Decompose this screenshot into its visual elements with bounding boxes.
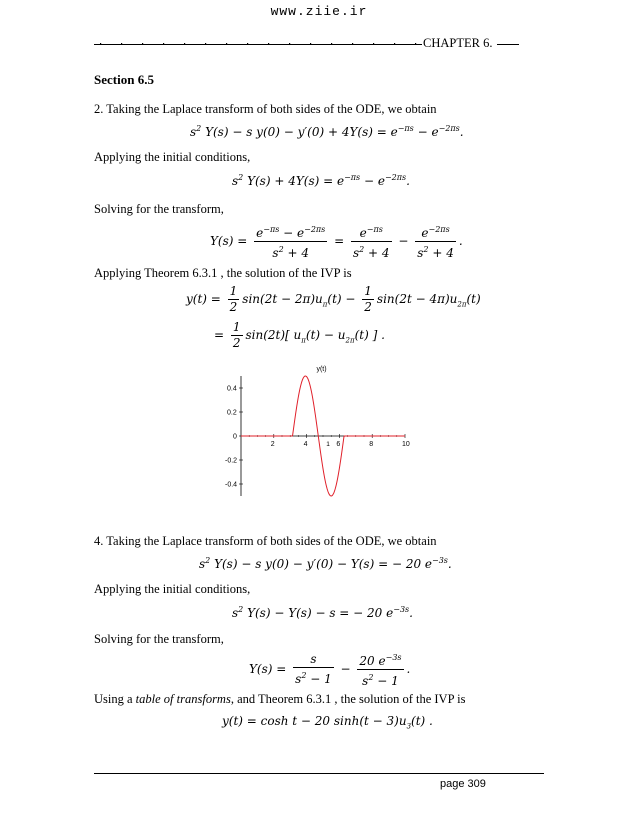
problem2-eq3: Y(s) = $\frac{e^{-\pi s} - e^{-2\pi s}}{s^2 + 4}$ = $\frac{e^{-\pi s}}{s^2 + 4}$ − $\frac{e^{-2\pi s}}{s^2 + 4}$ . (210, 222, 463, 261)
header-dot (184, 43, 185, 45)
section-title: Section 6.5 (94, 72, 154, 87)
solution-plot (215, 362, 415, 504)
header-dot (310, 43, 311, 45)
header-rule-tail (497, 44, 519, 45)
problem4-solution: y(t) = cosh t − 20 $\sinh(t - 3)u_3(t)$ . (222, 714, 433, 731)
problem4-intro: 4. Taking the Laplace transform of both sides of the ODE, we obtain (94, 534, 437, 548)
header-dot (331, 43, 332, 45)
problem4-eq2: $s^2$ Y(s) − Y(s) − s = − 20 $e^{-3s}$. (232, 605, 413, 620)
problem2-solve: Solving for the transform, (94, 202, 224, 216)
header-dot (394, 43, 395, 45)
x-tick-label: 2 (270, 441, 275, 448)
x-tick-label: 4 (303, 441, 308, 448)
header-dots (94, 41, 422, 47)
header-dot (142, 43, 143, 45)
x-tick-label: 8 (369, 441, 374, 448)
y-tick-label: -0.2 (225, 457, 238, 465)
problem4-apply-ic: Applying the initial conditions, (94, 582, 251, 596)
header-dot (121, 43, 122, 45)
problem4-eq3: Y(s) = $\frac{s}{s^2 - 1}$ − $\frac{20 e^{-3s}}{s^2 - 1}$ . (249, 652, 411, 688)
header-dot (373, 43, 374, 45)
y-tick-label: 0 (233, 433, 237, 441)
problem4-eq1: $s^2$ Y(s) − s y(0) − y′(0) − Y(s) = − 20 $e^{-3s}$. (199, 556, 452, 571)
header-dot (226, 43, 227, 45)
problem2-eq2: $s^2$ $Y(s) + 4Y(s) = e^{-\pi s} - e^{-2\pi s}$. (232, 173, 410, 188)
y-tick-label: 0.2 (227, 409, 237, 417)
problem4-using: Using a table of transforms, and Theorem 6.3.1 , the solution of the IVP is (94, 692, 466, 706)
table-of-transforms-text: table of transforms (135, 692, 231, 706)
header-dot (352, 43, 353, 45)
problem2-solution-line1: y(t) = $\frac{1}{2}$ $\sin(2t - 2\pi)u_\pi(t)$ − $\frac{1}{2}$ $\sin(2t - 4\pi)u_{2\pi}(t)$ (186, 284, 481, 314)
header-dot (100, 43, 101, 45)
chart-title: y(t) (316, 366, 327, 373)
problem2-apply-ic: Applying the initial conditions, (94, 150, 251, 164)
problem2-intro: 2. Taking the Laplace transform of both sides of the ODE, we obtain (94, 102, 437, 116)
chapter-label: CHAPTER 6. (423, 36, 493, 50)
inline-label: 1 (326, 441, 330, 448)
x-tick-label: 6 (336, 441, 341, 448)
x-tick-label: 10 (402, 441, 410, 448)
header-dot (163, 43, 164, 45)
header-dot (205, 43, 206, 45)
header-dot (289, 43, 290, 45)
footer-rule (94, 773, 544, 774)
header-dot (415, 43, 416, 45)
page-number: page 309 (440, 778, 486, 790)
problem2-eq1: $s^2$ Y(s) − s $y(0) - y'(0) + 4Y(s) = e^{-\pi s} - e^{-2\pi s}$. (190, 124, 464, 139)
header-dot (247, 43, 248, 45)
y-tick-label: 0.4 (227, 385, 237, 393)
problem4-solve: Solving for the transform, (94, 632, 224, 646)
problem2-solution-line2: = $\frac{1}{2}$ sin(2t)[ $u_\pi(t) - u_{2\pi}(t)$ ] . (214, 320, 385, 350)
y-tick-label: -0.4 (225, 481, 238, 489)
site-watermark: www.ziie.ir (270, 4, 368, 19)
problem2-theorem: Applying Theorem 6.3.1 , the solution of the IVP is (94, 266, 352, 280)
header-dot (268, 43, 269, 45)
